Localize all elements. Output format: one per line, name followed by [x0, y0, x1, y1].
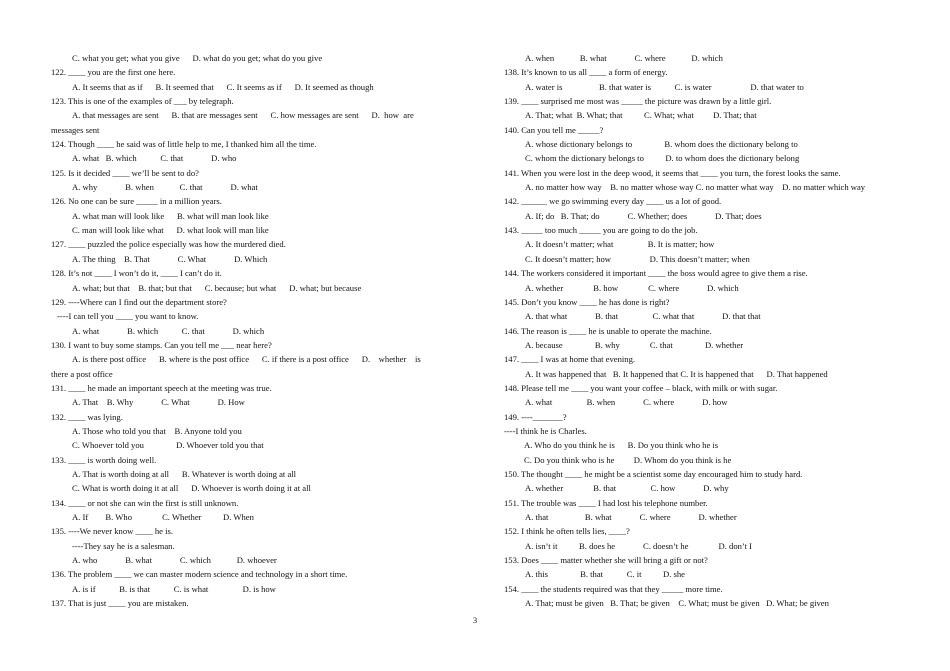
answer-line: A. It doesn’t matter; what B. It is matter; how [525, 239, 715, 250]
question-line: 134. ____ or not she can win the first is still unknown. [51, 497, 239, 508]
answer-line: A. That is worth doing at all B. Whatever is worth doing at all [72, 468, 297, 479]
question-line: 136. The problem ____ we can master modern science and technology in a short time. [51, 569, 348, 580]
answer-line: C. What is worth doing it at all D. Whoever is worth doing it at all [72, 483, 311, 494]
answer-line: A. The thing B. That C. What D. Which [72, 253, 268, 264]
answer-line: C. Do you think who is he D. Whom do you think is he [524, 454, 732, 465]
answer-line: A. Who do you think he is B. Do you think who he is [524, 440, 719, 451]
question-line: 143. _____ too much _____ you are going to do the job. [504, 225, 698, 236]
answer-line: A. isn’t it B. does he C. doesn’t he D. don’t I [525, 540, 753, 551]
question-line: 123. This is one of the examples of ___ by telegraph. [51, 96, 234, 107]
answer-line: A. It was happened that B. It happened that C. It is happened that D. That happened [525, 368, 828, 379]
question-line: 135. ----We never know ____ he is. [51, 526, 173, 537]
answer-line: A. is if B. is that C. is what D. is how [72, 583, 276, 594]
answer-line: messages sent [51, 124, 100, 135]
question-line: 129. ----Where can I find out the department store? [51, 296, 227, 307]
answer-line: C. Whoever told you D. Whoever told you that [72, 440, 264, 451]
question-line: 145. Don’t you know ____ he has done is right? [504, 296, 670, 307]
answer-line: A. whether B. how C. where D. which [525, 282, 739, 293]
answer-line: A. is there post office B. where is the post office C. if there is a post office D. whether is [72, 354, 421, 365]
answer-line: A. That B. Why C. What D. How [72, 397, 245, 408]
question-line: 149. ----_______? [504, 411, 567, 422]
answer-line: A. this B. that C. it D. she [525, 569, 685, 580]
answer-line: A. That; what B. What; that C. What; what D. That; that [525, 110, 757, 121]
left-column [51, 51, 467, 610]
answer-line: A. what B. which C. that D. who [72, 153, 237, 164]
question-line: 131. ____ he made an important speech at the meeting was true. [51, 382, 272, 393]
question-line: 148. Please tell me ____ you want your coffee – black, with milk or with sugar. [504, 382, 778, 393]
question-line: 124. Though ____ he said was of little help to me, I thanked him all the time. [51, 139, 317, 150]
question-line: 140. Can you tell me _____? [504, 124, 604, 135]
answer-line: ----I can tell you ____ you want to know. [57, 311, 199, 322]
question-line: 147. ____ I was at home that evening. [504, 354, 636, 365]
answer-line: ----I think he is Charles. [504, 425, 587, 436]
answer-line: A. water is B. that water is C. is water D. that water to [525, 81, 804, 92]
question-line: 125. Is it decided ____ we’ll be sent to do? [51, 167, 199, 178]
answer-line: C. whom the dictionary belongs to D. to whom does the dictionary belong [525, 153, 800, 164]
question-line: 151. The trouble was ____ I had lost his telephone number. [504, 497, 708, 508]
question-line: 130. I want to buy some stamps. Can you tell me ___ near here? [51, 339, 272, 350]
answer-line: A. whether B. that C. how D. why [525, 483, 729, 494]
answer-line: A. Those who told you that B. Anyone told you [72, 425, 242, 436]
answer-line: A. what man will look like B. what will man look like [72, 210, 269, 221]
answer-line: A. that messages are sent B. that are messages sent C. how messages are sent D. how are [72, 110, 414, 121]
question-line: 133. ____ is worth doing well. [51, 454, 157, 465]
question-line: 127. ____ puzzled the police especially was how the murdered died. [51, 239, 286, 250]
answer-line: A. what B. which C. that D. which [72, 325, 265, 336]
answer-line: A. If; do B. That; do C. Whether; does D. That; does [525, 210, 762, 221]
answer-line: A. If B. Who C. Whether D. When [72, 512, 254, 522]
right-column [504, 51, 899, 610]
question-line: 128. It’s not ____ I won’t do it, ____ I can’t do it. [51, 268, 222, 279]
question-line: 126. No one can be sure _____ in a million years. [51, 196, 222, 207]
answer-line: A. why B. when C. that D. what [72, 182, 258, 193]
question-line: 138. It’s known to us all ____ a form of energy. [504, 67, 668, 78]
answer-line: A. what; but that B. that; but that C. because; but what D. what; but because [72, 282, 362, 293]
answer-line: C. It doesn’t matter; how D. This doesn’t matter; when [525, 253, 750, 264]
question-line: 142. ______ we go swimming every day ____ us a lot of good. [504, 196, 722, 207]
question-line: 154. ____ the students required was that they _____ more time. [504, 583, 723, 594]
question-line: 139. ____ surprised me most was _____ the picture was drawn by a little girl. [504, 96, 772, 107]
question-line: 141. When you were lost in the deep wood, it seems that ____ you turn, the forest looks the same. [504, 167, 841, 178]
question-line: 150. The thought ____ he might be a scientist some day encouraged him to study hard. [504, 468, 803, 479]
answer-line: A. that B. what C. where D. whether [525, 512, 737, 522]
answer-line: C. man will look like what D. what look will man like [72, 225, 269, 236]
answer-line: A. no matter how way B. no matter whose way C. no matter what way D. no matter which way [525, 182, 866, 193]
answer-line: A. It seems that as if B. It seemed that C. It seems as if D. It seemed as though [72, 81, 374, 92]
question-line: 146. The reason is ____ he is unable to operate the machine. [504, 325, 712, 336]
question-line: 152. I think he often tells lies, ____? [504, 526, 630, 537]
answer-line: A. That; must be given B. That; be given C. What; must be given D. What; be given [525, 598, 829, 609]
answer-line: ----They say he is a salesman. [72, 540, 175, 551]
answer-line: C. what you get; what you give D. what do you get; what do you give [72, 53, 323, 63]
page-number: 3 [472, 615, 478, 625]
answer-line: there a post office [51, 368, 113, 379]
answer-line: A. what B. when C. where D. how [525, 397, 728, 408]
question-line: 137. That is just ____ you are mistaken. [51, 598, 189, 609]
question-line: 153. Does ____ matter whether she will bring a gift or not? [504, 555, 708, 566]
answer-line: A. that what B. that C. what that D. that that [525, 311, 761, 322]
question-line: 144. The workers considered it important ____ the boss would agree to give them a rise. [504, 268, 808, 279]
answer-line: A. who B. what C. which D. whoever [72, 555, 277, 566]
question-line: 132. ____ was lying. [51, 411, 123, 422]
answer-line: A. whose dictionary belongs to B. whom does the dictionary belong to [525, 139, 798, 150]
answer-line: A. when B. what C. where D. which [525, 53, 723, 63]
question-line: 122. ____ you are the first one here. [51, 67, 176, 78]
answer-line: A. because B. why C. that D. whether [525, 339, 744, 350]
